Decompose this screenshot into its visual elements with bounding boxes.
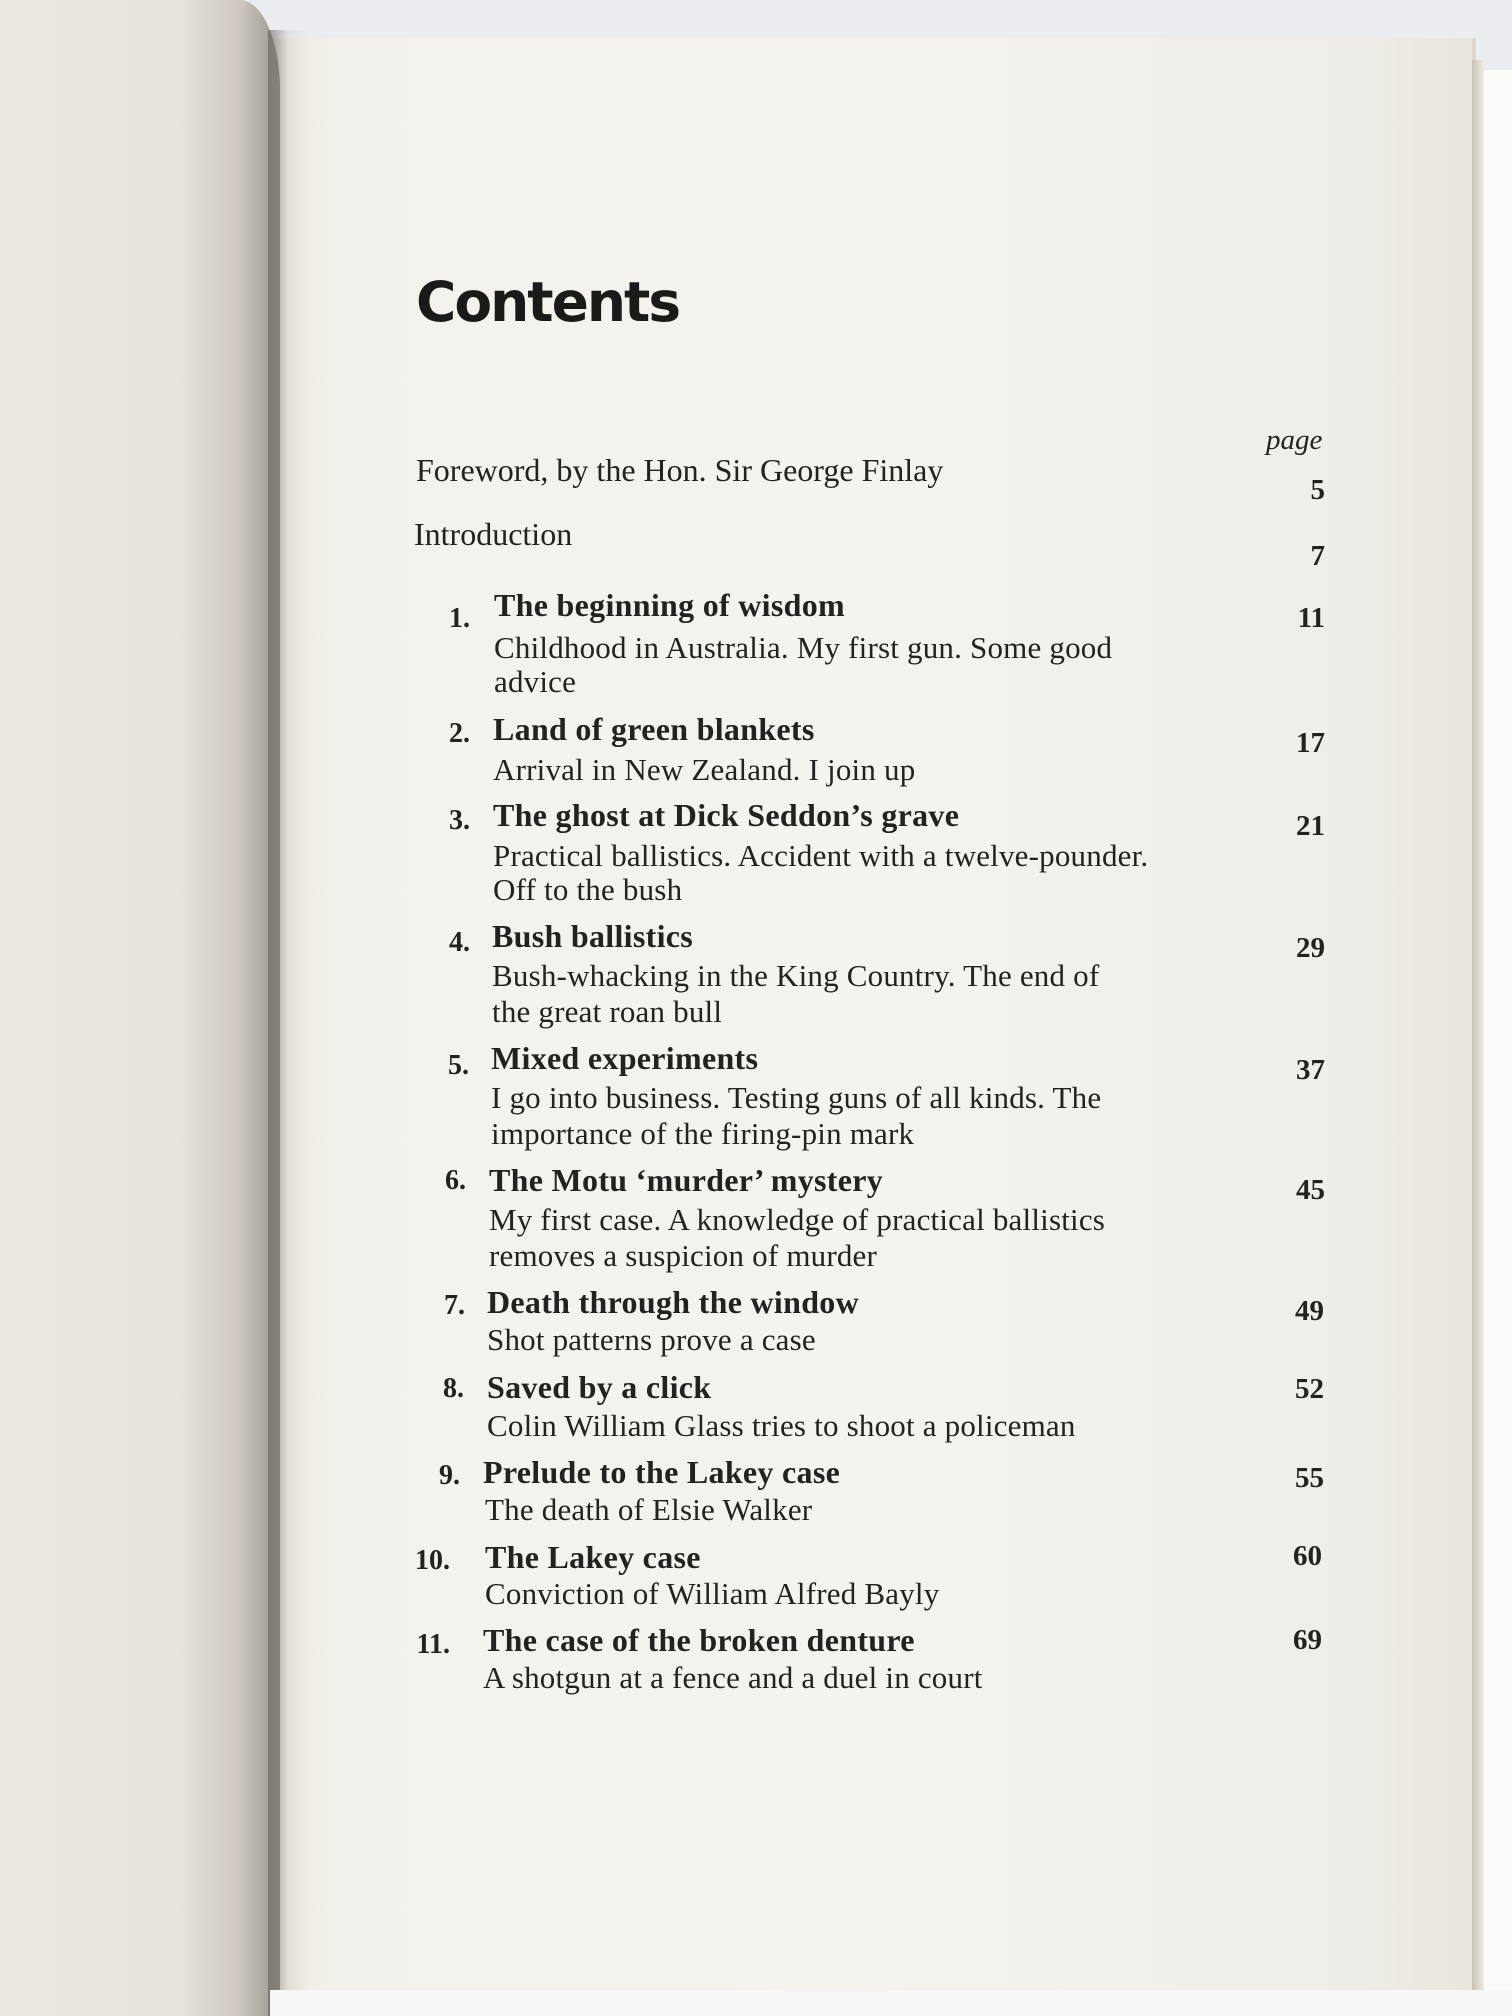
chapter-description: The death of Elsie Walker (485, 1492, 813, 1527)
chapter-page: 55 (1295, 1462, 1324, 1494)
front-matter-title: Foreword, by the Hon. Sir George Finlay (416, 452, 944, 488)
chapter-page: 52 (1295, 1373, 1324, 1405)
chapter-title: The beginning of wisdom (494, 587, 845, 623)
chapter-description: Shot patterns prove a case (487, 1322, 816, 1357)
chapter-page: 37 (1296, 1054, 1325, 1086)
chapter-description: removes a suspicion of murder (489, 1238, 878, 1273)
chapter-title: The Motu ‘murder’ mystery (489, 1162, 884, 1198)
chapter-number: 11. (416, 1629, 450, 1660)
chapter-title: The case of the broken denture (483, 1622, 915, 1658)
chapter-number: 9. (439, 1460, 460, 1491)
chapter-description: the great roan bull (492, 994, 723, 1029)
chapter-description: Off to the bush (493, 872, 683, 907)
front-matter-page: 5 (1310, 474, 1325, 506)
page-edges (1472, 60, 1484, 1990)
front-matter-page: 7 (1310, 540, 1325, 572)
chapter-page: 69 (1293, 1624, 1322, 1656)
chapter-number: 7. (444, 1290, 465, 1321)
chapter-title: Saved by a click (487, 1369, 712, 1405)
left-page (0, 0, 280, 2016)
chapter-number: 5. (448, 1050, 469, 1081)
chapter-page: 11 (1297, 602, 1325, 634)
chapter-description: I go into business. Testing guns of all kinds. The (491, 1080, 1102, 1115)
front-matter-title: Introduction (414, 516, 573, 552)
chapter-title: The Lakey case (485, 1539, 701, 1575)
chapter-description: Conviction of William Alfred Bayly (485, 1576, 940, 1611)
chapter-description: Bush-whacking in the King Country. The end of (492, 958, 1100, 993)
background-surface-bottom (270, 1990, 1512, 2016)
chapter-description: Arrival in New Zealand. I join up (493, 752, 916, 787)
chapter-title: Death through the window (487, 1284, 859, 1320)
page-title: Contents (416, 270, 680, 334)
chapter-number: 8. (443, 1373, 464, 1404)
chapter-description: A shotgun at a fence and a duel in court (483, 1660, 983, 1695)
chapter-title: Land of green blankets (493, 711, 815, 747)
chapter-title: Bush ballistics (492, 918, 694, 954)
chapter-description: importance of the firing-pin mark (491, 1116, 915, 1151)
chapter-page: 17 (1296, 727, 1325, 759)
chapter-number: 2. (449, 718, 470, 749)
chapter-title: Mixed experiments (491, 1040, 759, 1076)
chapter-description: My first case. A knowledge of practical ballistics (489, 1202, 1106, 1237)
chapter-number: 3. (449, 805, 470, 836)
chapter-number: 4. (449, 927, 470, 958)
chapter-title: Prelude to the Lakey case (483, 1454, 841, 1490)
chapter-description: advice (494, 664, 577, 699)
chapter-description: Practical ballistics. Accident with a twelve-pounder. (493, 838, 1149, 873)
chapter-page: 29 (1296, 932, 1325, 964)
chapter-title: The ghost at Dick Seddon’s grave (493, 797, 960, 833)
chapter-page: 60 (1293, 1540, 1322, 1572)
chapter-number: 10. (415, 1545, 450, 1576)
chapter-page: 45 (1296, 1174, 1325, 1206)
page-column-label: page (1266, 424, 1323, 456)
chapter-number: 6. (445, 1165, 466, 1196)
chapter-page: 21 (1296, 810, 1325, 842)
chapter-page: 49 (1295, 1295, 1324, 1327)
chapter-description: Childhood in Australia. My first gun. Some good (494, 630, 1113, 665)
chapter-description: Colin William Glass tries to shoot a policeman (487, 1408, 1076, 1443)
chapter-number: 1. (449, 603, 470, 634)
book-gutter (268, 30, 308, 2016)
